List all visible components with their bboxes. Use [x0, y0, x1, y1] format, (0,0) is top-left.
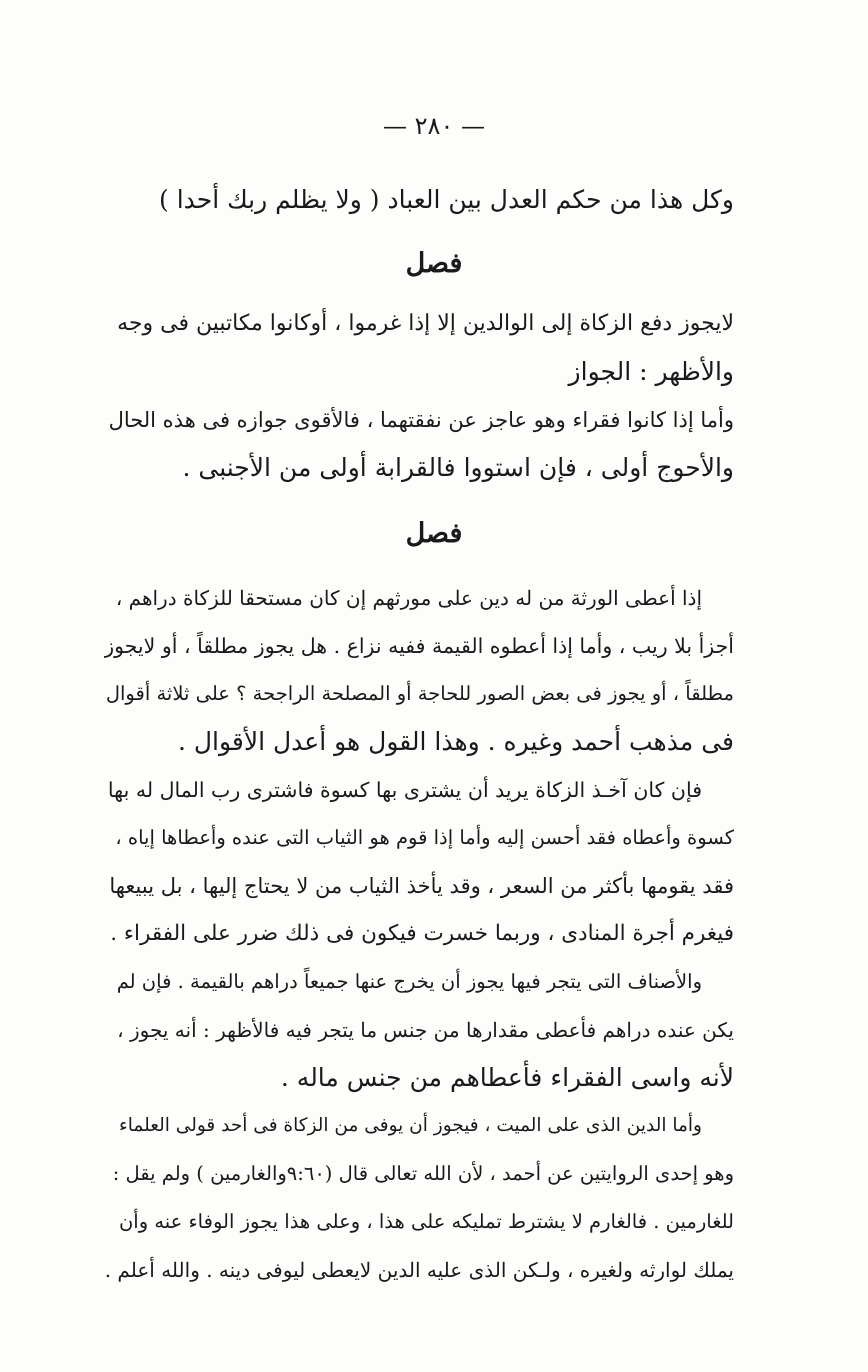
section-2-body	[104, 574, 734, 1294]
text-line: كسوة وأعطاه فقد أحسن إليه وأما إذا قوم هو الثياب التى عنده وأعطاها إياه ،	[115, 826, 734, 849]
text-line: والأصناف التى يتجر فيها يجوز أن يخرج عنها جميعاً دراهم بالقيمة . فإن لم	[116, 970, 702, 993]
text-line: لأنه واسى الفقراء فأعطاهم من جنس ماله .	[280, 1063, 734, 1092]
text-line: للغارمين . فالغارم لا يشترط تمليكه على هذا ، وعلى هذا يجوز الوفاء عنه وأن	[118, 1210, 734, 1233]
text-line: فإن كان آخـذ الزكاة يريد أن يشترى بها كسوة فاشترى رب المال له بها	[107, 778, 702, 802]
text-line: إذا أعطى الورثة من له دين على مورثهم إن كان مستحقا للزكاة دراهم ،	[115, 586, 702, 610]
page-number: — ٢٨٠ —	[383, 112, 485, 140]
text-line: لايجوز دفع الزكاة إلى الوالدين إلا إذا غرموا ، أوكانوا مكاتبين فى وجه	[117, 311, 734, 336]
text-line: مطلقاً ، أو يجوز فى بعض الصور للحاجة أو المصلحة الراجحة ؟ على ثلاثة أقوال	[105, 682, 734, 705]
text-line: فى مذهب أحمد وغيره . وهذا القول هو أعدل الأقوال .	[178, 727, 734, 756]
text-line: وكل هذا من حكم العدل بين العباد ( ولا يظلم ربك أحدا )	[159, 185, 734, 214]
text-line: يكن عنده دراهم فأعطى مقدارها من جنس ما يتجر فيه فالأظهر : أنه يجوز ،	[117, 1018, 734, 1042]
text-line: وهو إحدى الروايتين عن أحمد ، لأن الله تعالى قال (٩:٦٠والغارمين ) ولم يقل :	[112, 1162, 734, 1185]
text-line: فقد يقومها بأكثر من السعر ، وقد يأخذ الثياب من لا يحتاج إليها ، بل يبيعها	[109, 874, 734, 898]
section-1-body	[104, 300, 734, 492]
text-line: والأظهر : الجواز	[568, 357, 734, 386]
text-line: فيغرم أجرة المنادى ، وربما خسرت فيكون فى ذلك ضرر على الفقراء .	[110, 921, 734, 946]
text-line: أجزأ بلا ريب ، وأما إذا أعطوه القيمة ففيه نزاع . هل يجوز مطلقاً ، أو لايجوز	[104, 634, 734, 658]
text-line: وأما إذا كانوا فقراء وهو عاجز عن نفقتهما ، فالأقوى جوازه فى هذه الحال	[108, 408, 734, 432]
text-line: يملك لوارثه ولغيره ، ولـكن الذى عليه الدين لايعطى ليوفى دينه . والله أعلم .	[104, 1258, 734, 1282]
text-line: والأحوج أولى ، فإن استووا فالقرابة أولى من الأجنبى .	[182, 453, 734, 482]
section-heading-1: فصل	[405, 248, 463, 279]
intro-paragraph	[104, 176, 734, 224]
text-line: وأما الدين الذى على الميت ، فيجوز أن يوفى من الزكاة فى أحد قولى العلماء	[119, 1115, 702, 1136]
section-heading-2: فصل	[405, 518, 463, 549]
